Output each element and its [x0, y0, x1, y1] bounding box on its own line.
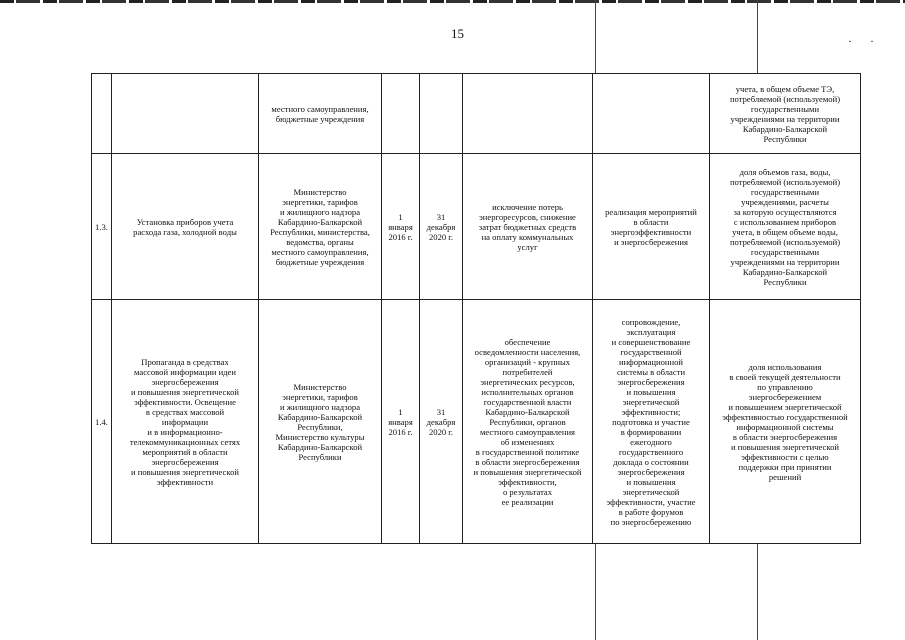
scan-dot: ·	[848, 34, 852, 48]
scan-line-artifact	[595, 0, 596, 73]
end-date-cell: 31 декабря 2020 г.	[420, 300, 463, 544]
scan-dot: ·	[870, 34, 874, 48]
table-row	[92, 74, 861, 154]
table-row	[92, 154, 861, 300]
scan-line-artifact	[595, 543, 596, 640]
item-number	[92, 74, 112, 154]
indicators-cell: доля использования в своей текущей деятельности по управлению энергосбережением и повышением энергетической эффективностью государственной информационной системы в области энергосбережения и повышения энергетической эффективности с целью поддержки при принятии решений	[710, 300, 861, 544]
expected-result-cell: исключение потерь энергоресурсов, снижение затрат бюджетных средств на оплату коммунальных услуг	[463, 154, 593, 300]
table-row	[92, 300, 861, 544]
executors-cell: Министерство энергетики, тарифов и жилищного надзора Кабардино-Балкарской Республики, Министерство культуры Кабардино-Балкарской Республики	[259, 300, 382, 544]
activity-cell: Пропаганда в средствах массовой информации идеи энергосбережения и повышения энергетической эффективности. Освещение в средствах массовой информации и в информационно- телекоммуникационных сетях мероприятий в области энергосбережения и повышения энергетической эффективности	[112, 300, 259, 544]
links-cell: реализация мероприятий в области энергоэффективности и энергосбережения	[593, 154, 710, 300]
scan-line-artifact	[757, 543, 758, 640]
expected-result-cell: обеспечение осведомленности населения, организаций - крупных потребителей энергетических ресурсов, исполнительных органов государственной власти Кабардино-Балкарской Республики, органов местного самоуправления об изменениях в государственной политике в области энергосбережения и повышения энергетической эффективности, о результатах ее реализации	[463, 300, 593, 544]
page-number: 15	[451, 26, 464, 41]
item-number: 1.4.	[92, 300, 112, 544]
item-number: 1.3.	[92, 154, 112, 300]
scan-line-artifact	[757, 0, 758, 73]
measures-table	[91, 73, 861, 544]
end-date-cell: 31 декабря 2020 г.	[420, 154, 463, 300]
scan-edge-artifact	[0, 0, 905, 3]
indicators-cell: доля объемов газа, воды, потребляемой (используемой) государственными учреждениями, расчеты за которую осуществляются с использованием приборов учета, в общем объеме воды, потребляемой (используемой) государственными учреждениями на территории Кабардино-Балкарской Республики	[710, 154, 861, 300]
links-cell: сопровождение, эксплуатация и совершенствование государственной информационной системы в области энергосбережения и повышения энергетической эффективности; подготовка и участие в формировании ежегодного государственного доклада о состоянии энергосбережения и повышения энергетической эффективности, участие в работе форумов по энергосбережению	[593, 300, 710, 544]
start-date-cell: 1 января 2016 г.	[382, 300, 420, 544]
start-date-cell: 1 января 2016 г.	[382, 154, 420, 300]
activity-cell	[112, 74, 259, 154]
indicators-cell: учета, в общем объеме ТЭ, потребляемой (используемой) государственными учреждениями на территории Кабардино-Балкарской Республики	[710, 74, 861, 154]
links-cell	[593, 74, 710, 154]
expected-result-cell	[463, 74, 593, 154]
executors-cell: Министерство энергетики, тарифов и жилищного надзора Кабардино-Балкарской Республики, министерства, ведомства, органы местного самоуправления, бюджетные учреждения	[259, 154, 382, 300]
end-date-cell	[420, 74, 463, 154]
executors-cell: местного самоуправления, бюджетные учреждения	[259, 74, 382, 154]
start-date-cell	[382, 74, 420, 154]
activity-cell: Установка приборов учета расхода газа, холодной воды	[112, 154, 259, 300]
